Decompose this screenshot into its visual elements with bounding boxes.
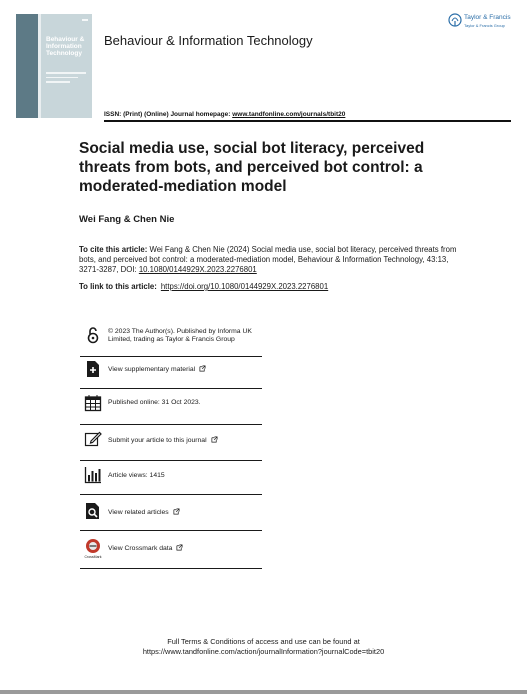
related-search-icon xyxy=(84,502,102,520)
cover-stripe xyxy=(38,14,41,118)
citation-text: Wei Fang & Chen Nie (2024) Social media use, social bot literacy, perceived threats from bots, and perceived bot control: a moderated-mediation model, Behaviour & Information Technology, 43:13, 3271-3287, DOI: xyxy=(79,245,457,274)
info-divider xyxy=(80,356,262,357)
article-link-label: To link to this article: xyxy=(79,282,157,291)
submit-article-label: Submit your article to this journal xyxy=(108,437,207,444)
info-divider xyxy=(80,568,262,569)
header-divider xyxy=(104,120,511,122)
article-title: Social media use, social bot literacy, perceived threats from bots, and perceived bot control: a moderated-mediation model xyxy=(79,140,425,195)
bar-chart-icon xyxy=(84,466,102,484)
citation-doi-link[interactable]: 10.1080/0144929X.2023.2276801 xyxy=(138,265,257,274)
article-link-line xyxy=(79,282,328,291)
publisher-logo-subtitle: Taylor & Francis Group xyxy=(464,23,505,28)
info-divider xyxy=(80,494,262,495)
related-articles-text[interactable] xyxy=(108,508,260,517)
info-divider xyxy=(80,388,262,389)
publisher-logo-icon xyxy=(448,12,462,30)
supplementary-text[interactable] xyxy=(108,365,260,374)
calendar-icon xyxy=(84,394,102,412)
crossmark-logo-text: CrossMark xyxy=(84,555,102,559)
open-access-icon xyxy=(84,326,102,344)
published-date-text: Published online: 31 Oct 2023. xyxy=(108,399,201,406)
journal-homepage-link[interactable]: www.tandfonline.com/journals/tbit20 xyxy=(232,111,346,118)
related-articles-label: View related articles xyxy=(108,509,169,516)
issn-text: ISSN: (Print) (Online) Journal homepage: xyxy=(104,111,233,118)
supplementary-icon xyxy=(84,360,102,378)
info-divider xyxy=(80,424,262,425)
info-divider xyxy=(80,460,262,461)
cover-title: Behaviour & Information Technology xyxy=(46,36,85,57)
article-authors: Wei Fang & Chen Nie xyxy=(79,214,175,225)
crossmark-text[interactable] xyxy=(108,544,260,553)
submit-article-text[interactable] xyxy=(108,436,260,445)
supplementary-label: View supplementary material xyxy=(108,366,196,373)
issn-homepage-line xyxy=(104,111,345,118)
cover-mark xyxy=(82,19,88,21)
open-access-text: © 2023 The Author(s). Published by Informa UK Limited, trading as Taylor & Francis Group xyxy=(108,328,252,343)
crossmark-icon xyxy=(84,538,102,560)
footer-terms-link[interactable]: https://www.tandfonline.com/action/journalInformation?journalCode=tbit20 xyxy=(142,647,385,656)
article-views-text: Article views: 1415 xyxy=(108,472,165,479)
info-divider xyxy=(80,530,262,531)
page-bottom-edge xyxy=(0,690,527,694)
footer-terms-text: Full Terms & Conditions of access and use can be found at xyxy=(167,637,360,646)
citation-block xyxy=(79,245,459,275)
publisher-logo-name: Taylor & Francis xyxy=(464,14,511,21)
journal-title: Behaviour & Information Technology xyxy=(104,33,313,48)
external-link-icon xyxy=(176,544,183,551)
publisher-logo xyxy=(448,12,518,38)
crossmark-label: View Crossmark data xyxy=(108,545,173,552)
cover-text-lines xyxy=(46,72,86,86)
external-link-icon xyxy=(173,508,180,515)
external-link-icon xyxy=(199,365,206,372)
journal-cover-image xyxy=(16,14,92,118)
footer xyxy=(0,637,527,657)
citation-label: To cite this article: xyxy=(79,245,148,254)
external-link-icon xyxy=(211,436,218,443)
article-doi-link[interactable]: https://doi.org/10.1080/0144929X.2023.2276801 xyxy=(160,282,329,291)
pencil-icon xyxy=(84,430,102,448)
